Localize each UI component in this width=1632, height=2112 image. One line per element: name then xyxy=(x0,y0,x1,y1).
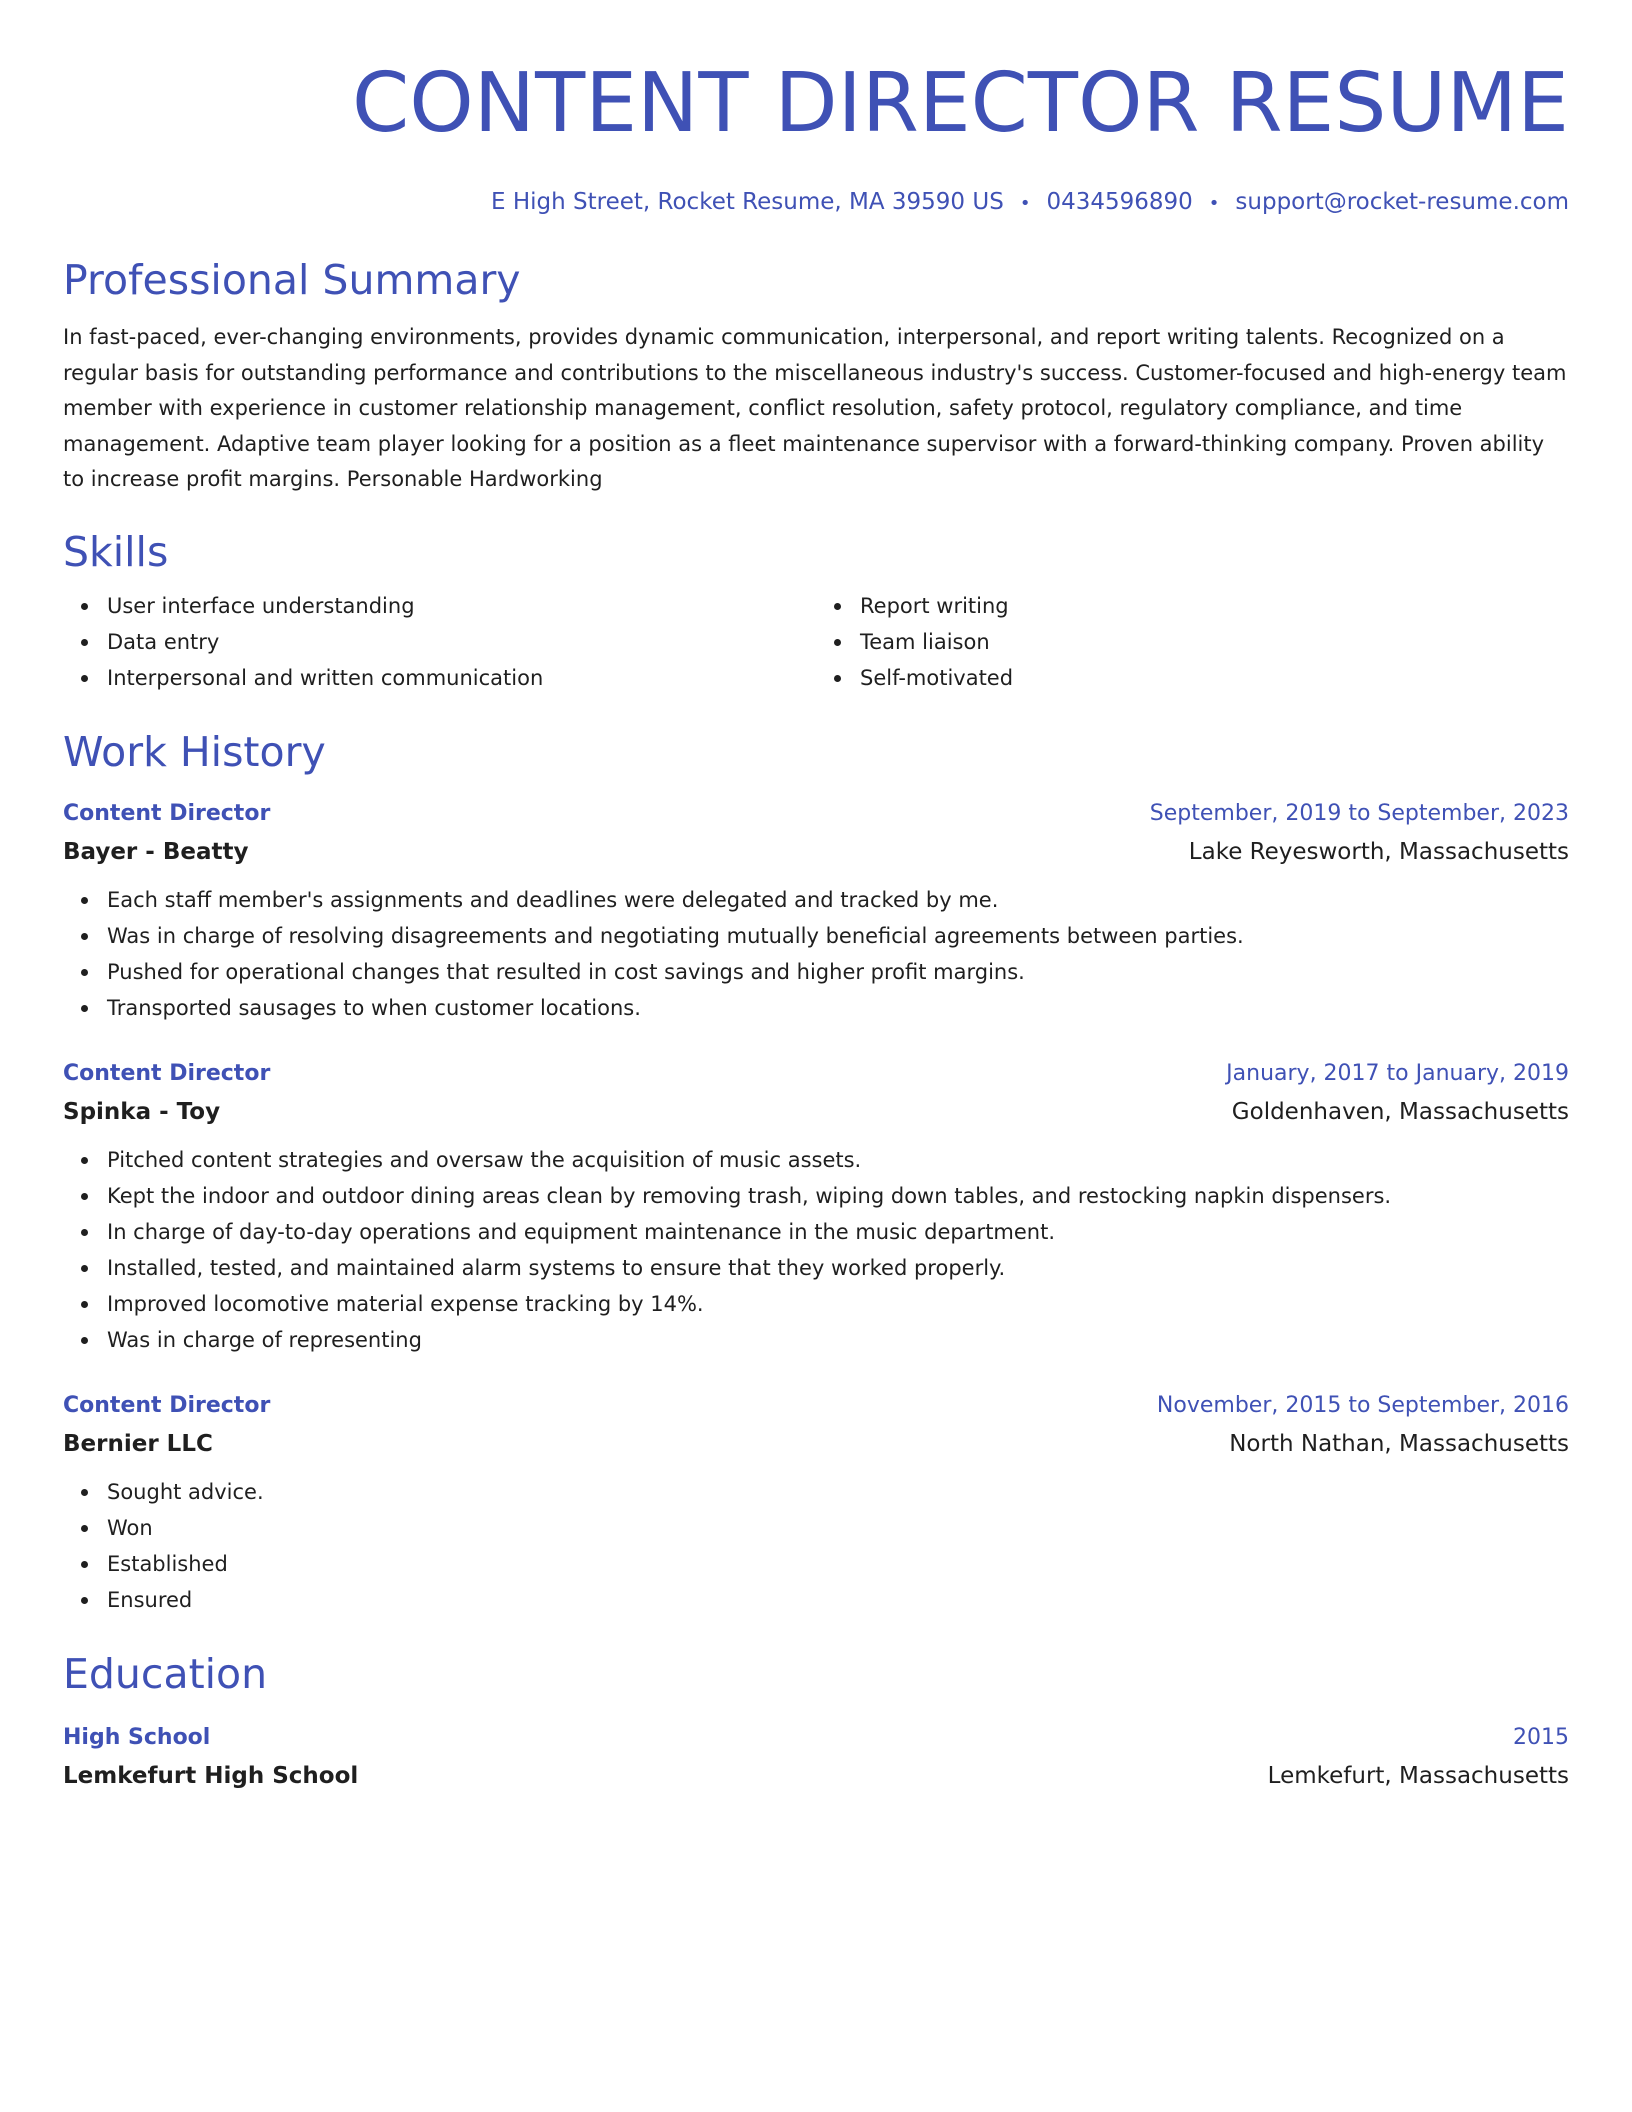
job-dates: September, 2019 to September, 2023 xyxy=(1149,800,1569,826)
job-bullets xyxy=(63,1474,1569,1618)
job-location: Goldenhaven, Massachusetts xyxy=(1231,1098,1569,1125)
education-school-row xyxy=(63,1756,1569,1796)
contact-line xyxy=(63,186,1569,220)
skill-item: Data entry xyxy=(107,624,816,660)
job-title: Content Director xyxy=(63,1060,271,1086)
contact-separator: • xyxy=(1019,193,1031,214)
job-location: Lake Reyesworth, Massachusetts xyxy=(1188,838,1569,865)
job-bullet: Established xyxy=(107,1546,1569,1582)
job-header-row xyxy=(63,1056,1569,1092)
job-bullet: Each staff member's assignments and deadlines were delegated and tracked by me. xyxy=(107,882,1569,918)
job-entry xyxy=(63,1388,1569,1618)
job-header-row xyxy=(63,796,1569,832)
job-bullet: Was in charge of representing xyxy=(107,1322,1569,1358)
job-dates: January, 2017 to January, 2019 xyxy=(1226,1060,1569,1086)
job-bullet: Sought advice. xyxy=(107,1474,1569,1510)
job-employer-row xyxy=(63,1092,1569,1132)
skill-item: User interface understanding xyxy=(107,588,816,624)
summary-text: In fast-paced, ever-changing environments, provides dynamic communication, interpersonal, and report writing talents. Recognized on a regular basis for outstanding performance and contributions to the miscellaneous industry's success. Customer-focused and high-energy team member with experience in customer relationship management, conflict resolution, safety protocol, regulatory compliance, and time management. Adaptive team player looking for a position as a fleet maintenance supervisor with a forward-thinking company. Proven ability to increase profit margins. Personable Hardworking xyxy=(63,325,1567,492)
job-bullet: Kept the indoor and outdoor dining areas clean by removing trash, wiping down tables, and restocking napkin dispensers. xyxy=(107,1178,1569,1214)
job-employer-row xyxy=(63,1424,1569,1464)
skills-grid xyxy=(63,588,1569,696)
skill-item: Interpersonal and written communication xyxy=(107,660,816,696)
education-school: Lemkefurt High School xyxy=(63,1762,359,1789)
skill-item: Report writing xyxy=(860,588,1569,624)
work-history-heading: Work History xyxy=(63,727,326,776)
resume-title: CONTENT DIRECTOR RESUME xyxy=(352,56,1569,151)
job-location: North Nathan, Massachusetts xyxy=(1229,1430,1569,1457)
education-heading: Education xyxy=(63,1649,268,1698)
job-bullet: Pitched content strategies and oversaw the acquisition of music assets. xyxy=(107,1142,1569,1178)
job-bullet: Improved locomotive material expense tracking by 14%. xyxy=(107,1286,1569,1322)
skills-column-right xyxy=(816,588,1569,696)
job-bullets xyxy=(63,1142,1569,1358)
job-bullet: Pushed for operational changes that resulted in cost savings and higher profit margins. xyxy=(107,954,1569,990)
job-entry xyxy=(63,796,1569,1026)
job-bullet: In charge of day-to-day operations and equipment maintenance in the music department. xyxy=(107,1214,1569,1250)
job-dates: November, 2015 to September, 2016 xyxy=(1156,1392,1569,1418)
education-degree: High School xyxy=(63,1724,211,1750)
job-title: Content Director xyxy=(63,1392,271,1418)
job-bullet: Installed, tested, and maintained alarm systems to ensure that they worked properly. xyxy=(107,1250,1569,1286)
skills-heading: Skills xyxy=(63,527,169,576)
education-entry xyxy=(63,1720,1569,1796)
summary-heading: Professional Summary xyxy=(63,256,521,304)
job-employer: Bernier LLC xyxy=(63,1430,213,1457)
skill-item: Team liaison xyxy=(860,624,1569,660)
education-location: Lemkefurt, Massachusetts xyxy=(1267,1762,1569,1789)
job-bullet: Was in charge of resolving disagreements and negotiating mutually beneficial agreements between parties. xyxy=(107,918,1569,954)
job-bullet: Ensured xyxy=(107,1582,1569,1618)
education-year: 2015 xyxy=(1513,1724,1569,1750)
job-employer-row xyxy=(63,832,1569,872)
job-title: Content Director xyxy=(63,800,271,826)
skills-column-left xyxy=(63,588,816,696)
job-bullet: Won xyxy=(107,1510,1569,1546)
job-employer: Spinka - Toy xyxy=(63,1098,221,1125)
job-header-row xyxy=(63,1388,1569,1424)
skill-item: Self-motivated xyxy=(860,660,1569,696)
job-bullet: Transported sausages to when customer locations. xyxy=(107,990,1569,1026)
contact-separator: • xyxy=(1208,193,1220,214)
job-bullets xyxy=(63,882,1569,1026)
contact-phone: 0434596890 xyxy=(1046,189,1193,215)
contact-address: E High Street, Rocket Resume, MA 39590 US xyxy=(491,189,1004,215)
job-employer: Bayer - Beatty xyxy=(63,838,249,865)
education-header-row xyxy=(63,1720,1569,1756)
job-entry xyxy=(63,1056,1569,1358)
contact-email[interactable]: support@rocket-resume.com xyxy=(1235,189,1569,215)
